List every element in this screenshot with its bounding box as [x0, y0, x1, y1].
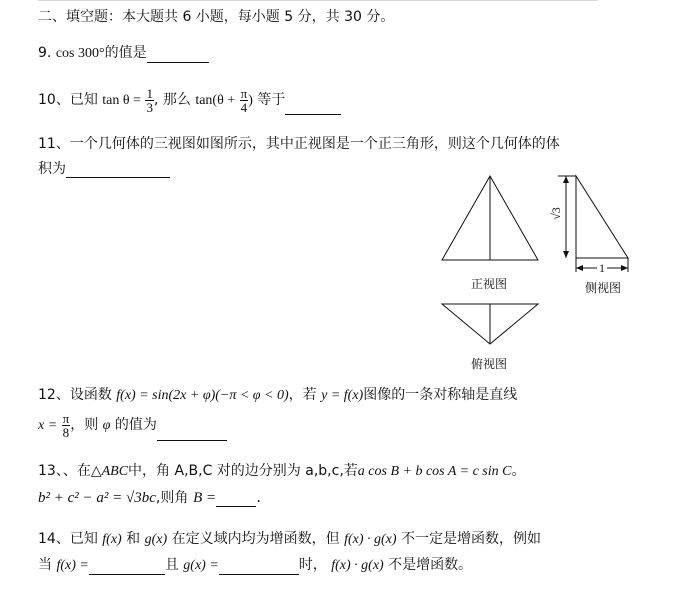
q12-fraction — [62, 412, 71, 439]
side-view-figure — [552, 170, 634, 282]
q12-frac-num: π — [62, 410, 70, 426]
q14-text3: 不是增函数。 — [388, 557, 473, 573]
side-view-arrow-left — [576, 265, 583, 271]
q10-fraction-2 — [240, 87, 249, 114]
question-12-line-1 — [38, 386, 517, 405]
q13-triangle: △ABC — [90, 464, 129, 479]
q14-qie: 且 — [164, 557, 179, 573]
q10-frac1-num: 1 — [146, 85, 153, 101]
side-view-arrow-down — [563, 251, 569, 258]
top-view-label: 俯视图 — [471, 357, 508, 371]
q11-line2: 积为 — [38, 161, 66, 177]
q10-frac1-den: 3 — [146, 99, 153, 115]
q10-answer-blank[interactable] — [285, 100, 341, 115]
q12-value: 的值为 — [114, 417, 157, 433]
question-12-line-2 — [38, 410, 227, 441]
question-14-line-1 — [38, 530, 541, 549]
q9-expr: cos 300° — [55, 46, 105, 61]
question-10 — [38, 86, 341, 115]
question-11-line-1 — [38, 135, 560, 153]
q13-B: B = — [193, 490, 217, 506]
side-view-arrow-right — [621, 265, 628, 271]
q14-and: 和 — [126, 531, 141, 547]
q12-then: ，则 — [70, 417, 99, 433]
q10-then: , 那么 — [153, 92, 191, 108]
q12-sym: y = f(x) — [321, 388, 364, 403]
question-9 — [38, 44, 209, 63]
q13-text2: ,则角 — [155, 490, 189, 506]
q13-end: 。 — [511, 463, 526, 479]
front-view-label: 正视图 — [471, 277, 508, 291]
q12-answer-blank[interactable] — [157, 426, 227, 441]
q9-text: 的值是 — [104, 45, 147, 61]
side-view-triangle — [576, 176, 628, 258]
top-view-figure — [440, 302, 542, 348]
q10-number: 10、已知 — [38, 92, 98, 108]
q13-number: 13、、在 — [38, 463, 91, 479]
q13-dot: . — [256, 488, 261, 506]
section-heading-text: 二、填空题：本大题共 6 小题，每小题 5 分，共 30 分。 — [38, 9, 395, 25]
q12-mid: ，若 — [288, 387, 317, 403]
q10-frac2-den: 4 — [240, 99, 248, 115]
q10-fraction-1 — [145, 87, 154, 114]
q11-answer-blank[interactable] — [66, 163, 170, 178]
q13-text1: 中，角 A,B,C 对的边分别为 a,b,c,若 — [128, 463, 358, 479]
q12-phi: φ — [102, 418, 111, 433]
question-13-line-1 — [38, 462, 526, 481]
q14-shi: 时， — [298, 557, 327, 573]
q14-number: 14、已知 — [38, 531, 98, 547]
q10-close: ) — [248, 93, 253, 108]
question-13-line-2 — [38, 488, 261, 507]
q12-func: f(x) = sin(2x + φ)(−π < φ < 0) — [116, 388, 289, 403]
front-view-figure — [440, 172, 542, 264]
side-view-arrow-up — [563, 176, 569, 183]
q10-tan-theta: tan θ = — [102, 93, 141, 108]
q14-fx-blank[interactable] — [89, 560, 165, 575]
q14-gx-eq: g(x) = — [183, 558, 219, 573]
q14-prod: f(x) · g(x) — [344, 532, 397, 547]
q12-frac-den: 8 — [62, 424, 70, 440]
q12-number: 12、设函数 — [38, 387, 112, 403]
side-view-sqrt3: √3 — [548, 207, 563, 220]
side-view-width-label: 1 — [599, 261, 605, 275]
q14-gx: g(x) — [144, 532, 168, 547]
q14-gx-blank[interactable] — [219, 560, 299, 575]
q10-tan2: tan(θ + — [195, 93, 236, 108]
q14-prod2: f(x) · g(x) — [331, 558, 384, 573]
question-14-line-2 — [38, 556, 472, 575]
q14-text2: 不一定是增函数，例如 — [401, 531, 541, 547]
q13-answer-blank[interactable] — [216, 492, 256, 507]
q10-frac2-num: π — [240, 85, 248, 101]
section-heading — [38, 8, 394, 26]
q11-line1: 11、一个几何体的三视图如图所示，其中正视图是一个正三角形，则这个几何体的体 — [38, 136, 560, 152]
side-view-label: 侧视图 — [585, 281, 622, 295]
q14-text1: 在定义域内均为增函数，但 — [171, 531, 340, 547]
question-11-line-2 — [38, 160, 170, 178]
q12-text: 图像的一条对称轴是直线 — [363, 387, 518, 403]
q14-fx: f(x) — [102, 532, 122, 547]
top-rule — [38, 0, 598, 1]
q14-fx-eq: f(x) = — [56, 558, 89, 573]
q9-answer-blank[interactable] — [147, 48, 209, 63]
q13-eq2: b² + c² − a² = √3bc — [38, 490, 156, 506]
q13-eq: a cos B + b cos A = c sin C — [357, 464, 512, 479]
q12-x-eq: x = — [38, 418, 58, 433]
q14-when: 当 — [38, 557, 52, 573]
q9-number: 9. — [38, 45, 52, 61]
q10-text: 等于 — [257, 92, 286, 108]
